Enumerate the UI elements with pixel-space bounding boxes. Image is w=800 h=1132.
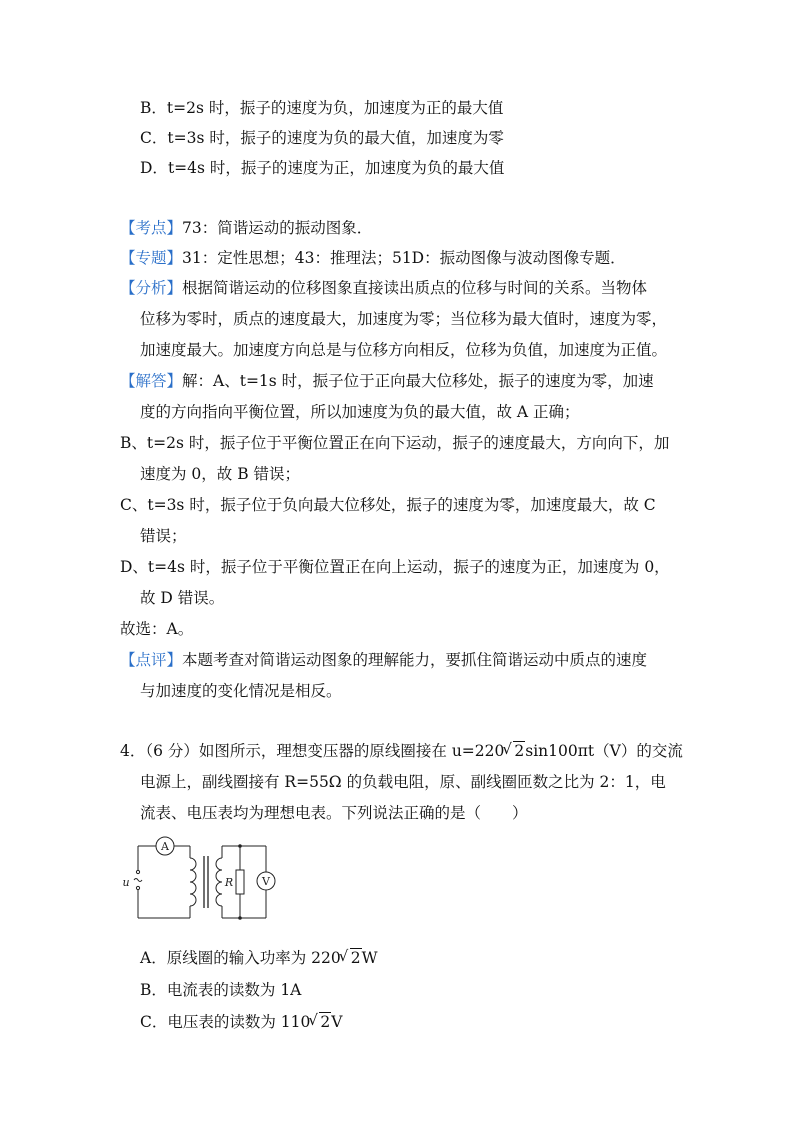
junction-bottom bbox=[238, 916, 242, 920]
q4-option-a: A．原线圈的输入功率为 220√ 2W bbox=[140, 947, 378, 969]
jieda-line-2: 度的方向指向平衡位置，所以加速度为负的最大值，故 A 正确； bbox=[140, 403, 580, 421]
jieda-line-4: 速度为 0，故 B 错误； bbox=[140, 465, 301, 483]
dianping-tag: 【点评】 bbox=[120, 651, 183, 669]
fenxi-line-3: 加速度最大。加速度方向总是与位移方向相反，位移为负值，加速度为正值。 bbox=[140, 341, 668, 359]
q4-option-b: B．电流表的读数为 1A bbox=[140, 981, 302, 999]
dianping-line-2: 与加速度的变化情况是相反。 bbox=[140, 682, 342, 700]
q4-stem-line-3: 流表、电压表均为理想电表。下列说法正确的是（ ） bbox=[140, 804, 528, 822]
kaodian-tag: 【考点】 bbox=[120, 219, 183, 237]
jieda-line-6: 错误； bbox=[140, 527, 187, 545]
jieda-line-5: C、t=3s 时，振子位于负向最大位移处，振子的速度为零，加速度最大，故 C bbox=[120, 496, 656, 514]
sqrt-symbol: √ 2 bbox=[504, 740, 525, 762]
dianping-line-1: 【点评】本题考查对简谐运动图象的理解能力，要抓住简谐运动中质点的速度 bbox=[120, 651, 648, 669]
fenxi-line-1: 【分析】根据简谐运动的位移图象直接读出质点的位移与时间的关系。当物体 bbox=[120, 279, 648, 297]
option-c: C．t=3s 时，振子的速度为负的最大值，加速度为零 bbox=[140, 129, 504, 147]
jieda-tag: 【解答】 bbox=[120, 372, 183, 390]
fenxi-line-2: 位移为零时，质点的速度最大，加速度为零；当位移为最大值时，速度为零， bbox=[140, 310, 668, 328]
ammeter-label: A bbox=[161, 840, 169, 853]
sqrt-symbol: √ 2 bbox=[341, 947, 362, 969]
sqrt-symbol: √ 2 bbox=[310, 1011, 331, 1033]
jieda-line-8: 故 D 错误。 bbox=[140, 589, 225, 607]
voltmeter-label: V bbox=[262, 875, 270, 888]
resistor-label: R bbox=[224, 876, 234, 889]
kaodian-line: 【考点】73：简谐运动的振动图象． bbox=[120, 219, 373, 237]
junction-top bbox=[238, 844, 242, 848]
option-d: D．t=4s 时，振子的速度为正，加速度为负的最大值 bbox=[140, 159, 505, 177]
zhuanti-line: 【专题】31：定性思想；43：推理法；51D：振动图像与波动图像专题． bbox=[120, 249, 626, 267]
answer-line: 故选：A。 bbox=[120, 620, 194, 638]
transformer-circuit-diagram bbox=[118, 832, 278, 922]
jieda-line-3: B、t=2s 时，振子位于平衡位置正在向下运动，振子的速度最大，方向向下，加 bbox=[120, 434, 670, 452]
q4-option-c: C．电压表的读数为 110√ 2V bbox=[140, 1011, 342, 1033]
option-b: B．t=2s 时，振子的速度为负，加速度为正的最大值 bbox=[140, 99, 504, 117]
q4-stem-line-2: 电源上，副线圈接有 R=55Ω 的负载电阻，原、副线圈匝数之比为 2：1，电 bbox=[140, 773, 666, 791]
fenxi-tag: 【分析】 bbox=[120, 279, 183, 297]
jieda-line-1: 【解答】解：A、t=1s 时，振子位于正向最大位移处，振子的速度为零，加速 bbox=[120, 372, 654, 390]
jieda-line-7: D、t=4s 时，振子位于平衡位置正在向上运动，振子的速度为正，加速度为 0， bbox=[120, 558, 670, 576]
q4-stem-line-1: 4．（6 分）如图所示，理想变压器的原线圈接在 u=220√ 2sin100πt（V）的交流 bbox=[120, 740, 683, 762]
source-label: u bbox=[122, 876, 130, 889]
zhuanti-tag: 【专题】 bbox=[120, 249, 183, 267]
